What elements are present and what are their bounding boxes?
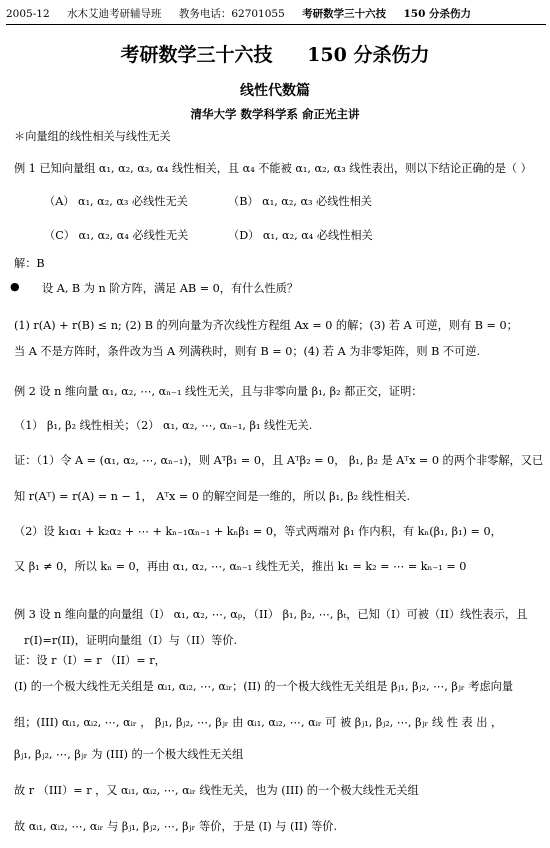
proof-3-line-6: 故 αᵢ₁, αᵢ₂, ⋯, αᵢᵣ 与 βⱼ₁, βⱼ₂, ⋯, βⱼᵣ 等价，于是 (I) 与 (II) 等价. bbox=[14, 820, 338, 833]
header-tagline: 150 分杀伤力 bbox=[403, 8, 472, 20]
property-line-1: (1) r(A) + r(B) ≤ n; (2) B 的列向量为齐次线性方程组 Ax = 0 的解；(3) 若 A 可逆，则有 B = 0； bbox=[14, 319, 518, 332]
answer-line: 解：B bbox=[14, 257, 45, 270]
bullet-icon: ● bbox=[10, 280, 20, 293]
proof-2-line-3: （2）设 k₁α₁ + k₂α₂ + ⋯ + kₙ₋₁αₙ₋₁ + kₙβ₁ = 0，等式两端对 β₁ 作内积，有 kₙ(β₁, β₁) = 0， bbox=[14, 525, 502, 538]
example-2-question: 例 2 设 n 维向量 α₁, α₂, ⋯, αₙ₋₁ 线性无关，且与非零向量 β₁, β₂ 都正交，证明： bbox=[14, 385, 423, 398]
option-b: （B） α₁, α₂, α₃ 必线性相关 bbox=[228, 195, 372, 208]
proof-3-line-5: 故 r （III）= r ，又 αᵢ₁, αᵢ₂, ⋯, αᵢᵣ 线性无关，也为 (III) 的一个极大线性无关组 bbox=[14, 784, 419, 797]
header-org: 水木艾迪考研辅导班 bbox=[66, 8, 162, 20]
header-phone: 教务电话：62701055 bbox=[178, 8, 285, 20]
bullet-question: 设 A, B 为 n 阶方阵，满足 AB = 0，有什么性质？ bbox=[42, 282, 299, 295]
page-title bbox=[0, 40, 550, 67]
proof-2-line-4: 又 β₁ ≠ 0，所以 kₙ = 0，再由 α₁, α₂, ⋯, αₙ₋₁ 线性无关，推出 k₁ = k₂ = ⋯ = kₙ₋₁ = 0 bbox=[14, 560, 467, 573]
proof-3-line-2: (I) 的一个极大线性无关组是 αᵢ₁, αᵢ₂, ⋯, αᵢᵣ；(II) 的一个极大线性无关组是 βⱼ₁, βⱼ₂, ⋯, βⱼᵣ 考虑向量 bbox=[14, 680, 514, 693]
proof-2-line-1: 证：（1）令 A = (α₁, α₂, ⋯, αₙ₋₁)，则 Aᵀβ₁ = 0，且 Aᵀβ₂ = 0， β₁, β₂ 是 Aᵀx = 0 的两个非零解，又已 bbox=[14, 454, 544, 467]
option-d: （D） α₁, α₂, α₄ 必线性相关 bbox=[228, 229, 373, 242]
example-2-claims: （1） β₁, β₂ 线性相关；（2） α₁, α₂, ⋯, αₙ₋₁, β₁ 线性无关. bbox=[14, 419, 313, 432]
header-course: 考研数学三十六技 bbox=[302, 8, 387, 20]
proof-3-line-3: 组；(III) αᵢ₁, αᵢ₂, ⋯, αᵢᵣ ， βⱼ₁, βⱼ₂, ⋯, βⱼᵣ 由 αᵢ₁, αᵢ₂, ⋯, αᵢᵣ 可 被 βⱼ₁, βⱼ₂, ⋯, βⱼᵣ 线 性 表 出 ， bbox=[14, 716, 503, 729]
option-c: （C） α₁, α₂, α₄ 必线性无关 bbox=[44, 229, 189, 242]
title-tagline: 150 分杀伤力 bbox=[307, 44, 430, 66]
example-3-condition: r(I)=r(II)，证明向量组（I）与（II）等价. bbox=[24, 634, 238, 647]
page-header bbox=[6, 6, 546, 25]
example-3-question: 例 3 设 n 维向量的向量组（I） α₁, α₂, ⋯, αₚ，（II） β₁, β₂, ⋯, βₜ，已知（I）可被（II）线性表示，且 bbox=[14, 608, 528, 621]
section-subtitle: 线性代数篇 bbox=[240, 83, 310, 99]
proof-3-line-4: βⱼ₁, βⱼ₂, ⋯, βⱼᵣ 为 (III) 的一个极大线性无关组 bbox=[14, 748, 244, 761]
proof-2-line-2: 知 r(Aᵀ) = r(A) = n − 1， Aᵀx = 0 的解空间是一维的，所以 β₁, β₂ 线性相关. bbox=[14, 490, 411, 503]
topic-heading: ＊向量组的线性相关与线性无关 bbox=[14, 130, 171, 143]
property-line-2: 当 A 不是方阵时，条件改为当 A 列满秩时，则有 B = 0；(4) 若 A 为非零矩阵，则 B 不可逆. bbox=[14, 345, 481, 358]
header-date: 2005-12 bbox=[6, 8, 50, 20]
author-line: 清华大学 数学科学系 俞正光主讲 bbox=[190, 107, 360, 121]
proof-3-line-1: 证：设 r（I）= r （II）= r， bbox=[14, 654, 166, 667]
title-main: 考研数学三十六技 bbox=[120, 44, 273, 66]
example-1-question: 例 1 已知向量组 α₁, α₂, α₃, α₄ 线性相关，且 α₄ 不能被 α₁, α₂, α₃ 线性表出，则以下结论正确的是（ ） bbox=[14, 162, 532, 175]
option-a: （A） α₁, α₂, α₃ 必线性无关 bbox=[44, 195, 188, 208]
